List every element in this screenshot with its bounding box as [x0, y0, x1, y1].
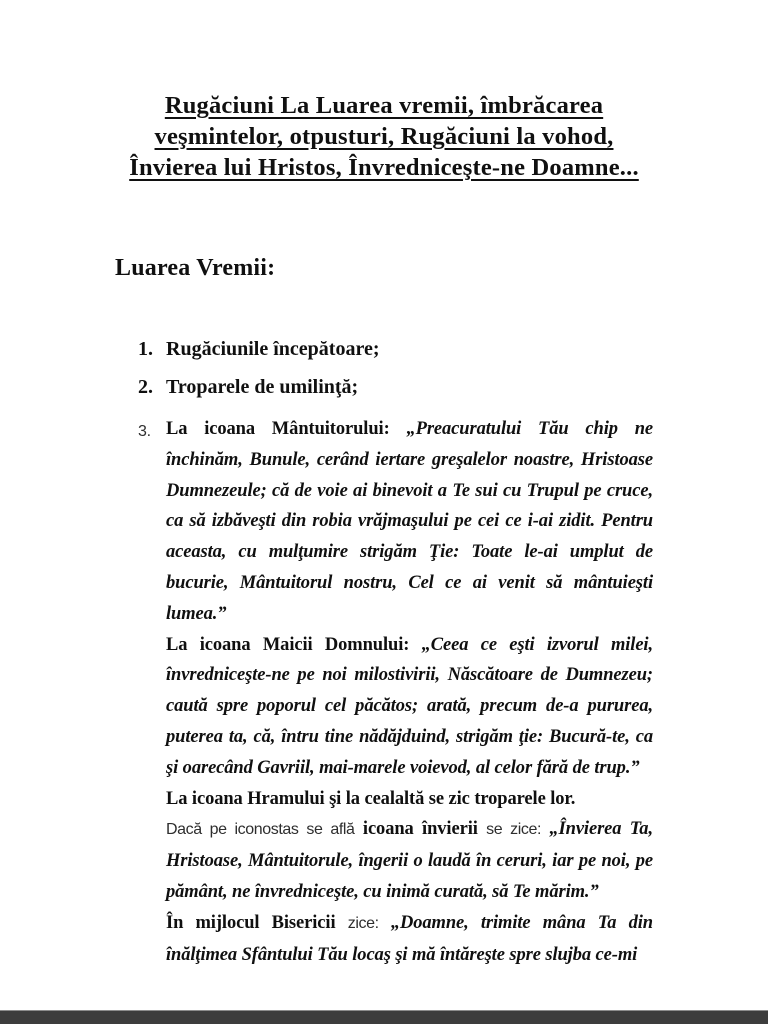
list-number-3: 3. [138, 423, 151, 440]
icoana-mantuitorului-label: La icoana Mântuitorului: [166, 419, 390, 439]
list-number-1: 1. [138, 338, 153, 360]
section-heading: Luarea Vremii: [115, 255, 276, 281]
paragraph-mijlocul-bisericii [166, 908, 653, 971]
list-item-2 [138, 376, 653, 399]
iconostas-se-zice-text: se zice: [486, 821, 542, 839]
page-title [74, 0, 694, 183]
mijloc-zice-text: zice: [347, 914, 379, 932]
doamne-trimite-quote: „Doamne, trimite mâna Ta din înălţimea Sfântului Tău locaş şi mă întăreşte spre slujba ce-mi [166, 912, 653, 965]
paragraph-maicii-domnului [166, 630, 653, 784]
page-title-line-2: veşmintelor, otpusturi, Rugăciuni la vohod, [154, 123, 614, 150]
icoana-mantuitorului-quote: „Preacuratului Tău chip ne închinăm, Bunule, cerând iertare greşalelor noastre, Hristoase Dumnezeule; că de voie ai binevoit a Te sui cu Trupul pe cruce, ca să izbăveşti din robia vrăjmaşului pe cei ce i-ai zidit. Pentru aceasta, cu mulţumire strigăm Ţie: Toate le-ai umplut de bucurie, Mântuitorul nostru, Cel ce ai venit să mântuieşti lumea.” [166, 419, 653, 624]
invierea-ta-quote: „Învierea Ta, Hristoase, Mântuitorule, îngerii o laudă în ceruri, iar pe noi, pe pământ, ne învredniceşte, cu inimă curată, să Te mărim.” [166, 819, 653, 902]
list-item-1-text: Rugăciunile începătoare; [166, 338, 380, 360]
list-item-2-text: Troparele de umilinţă; [166, 376, 359, 398]
list-item-1 [138, 338, 653, 361]
page-title-line-1: Rugăciuni La Luarea vremii, îmbrăcarea [164, 92, 604, 119]
paragraph-hramului: La icoana Hramului şi la cealaltă se zic troparele lor. [166, 788, 576, 809]
body-column [138, 338, 653, 970]
iconostas-intro-text: Dacă pe iconostas se află [166, 821, 355, 839]
list-number-2: 2. [138, 376, 153, 398]
icoana-maicii-quote: „Ceea ce eşti izvorul milei, învredniceşte-ne pe noi milostivirii, Născătoare de Dumnezeu; caută spre poporul cel păcătos; arată, precum de-a pururea, puterea ta, că, întru tine nădăjduind, strigăm ţie: Bucură-te, ca şi oarecând Gavriil, mai-marele voievod, al celor fără de trup.” [166, 634, 653, 778]
icoana-maicii-label: La icoana Maicii Domnului: [166, 634, 410, 655]
paragraph-iconostas [166, 814, 653, 907]
icoana-invierii-label: icoana învierii [362, 819, 478, 840]
scan-edge-bar [0, 1010, 768, 1024]
list-item-3-paragraph [138, 414, 653, 630]
page-title-line-3: Învierea lui Hristos, Învredniceşte-ne Doamne... [129, 154, 639, 181]
mijlocul-bisericii-label: În mijlocul Bisericii [166, 912, 336, 933]
